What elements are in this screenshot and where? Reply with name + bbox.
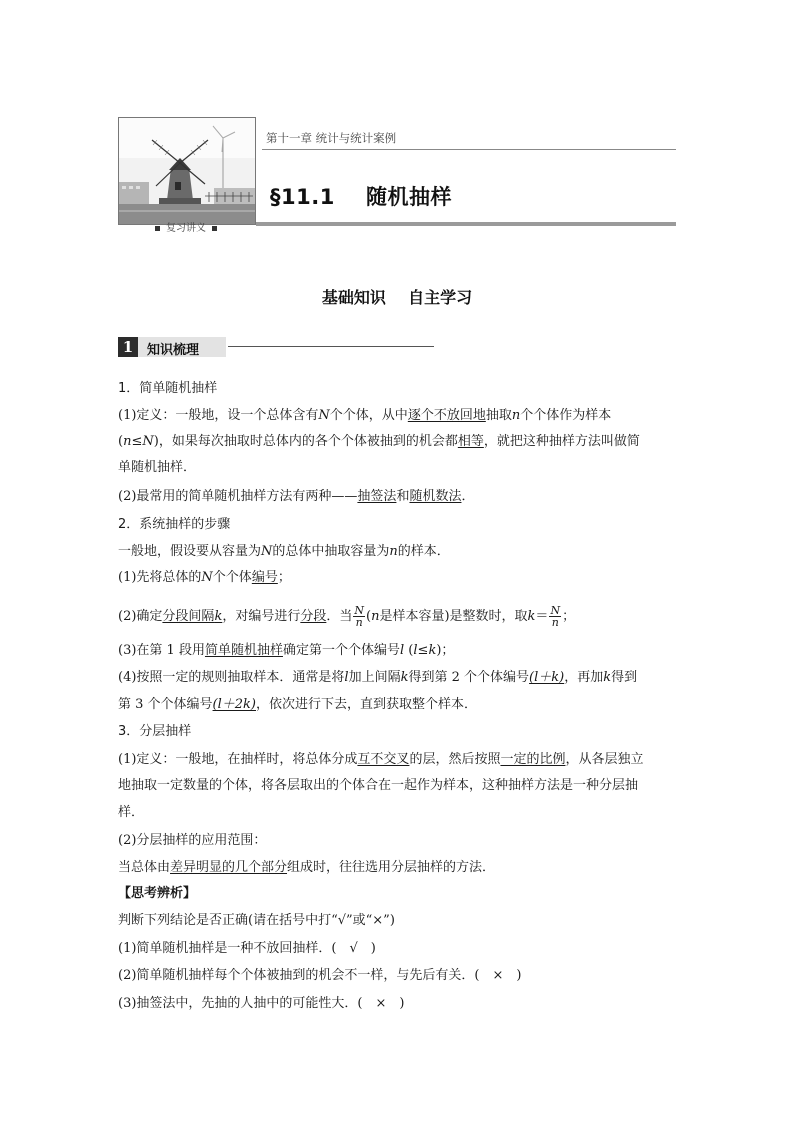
judgment-item: (3)抽签法中，先抽的人抽中的可能性大．( × ) (118, 996, 405, 1011)
paragraph-line: (1)定义：一般地，在抽样时，将总体分成互不交叉的层，然后按照一定的比例，从各层独立 (118, 752, 644, 767)
paragraph-line: (2)分层抽样的应用范围： (118, 833, 267, 848)
answer-blank: 随机数法 (409, 489, 462, 504)
chapter-title: 第十一章 统计与统计案例 (266, 131, 397, 145)
paragraph-line: (n≤N)，如果每次抽取时总体内的各个个体被抽到的机会都相等，就把这种抽样方法叫做简 (118, 434, 640, 449)
review-badge-label: 复习讲义 (166, 223, 206, 234)
paragraph-line: (4)按照一定的规则抽取样本．通常是将l加上间隔k得到第 2 个个体编号(l＋k)，再加k得到 (118, 670, 638, 685)
header-divider (262, 149, 676, 150)
thinking-heading: 【思考辨析】 (118, 886, 197, 901)
answer-blank: 差异明显的几个部分 (170, 860, 288, 875)
paragraph-line: (2)确定分段间隔k，对编号进行分段．当 $\frac{N}{n}$ (n是样本容量)是整数时，取k＝ $\frac{N}{n}$ ； (118, 604, 576, 629)
paragraph-line: 单随机抽样． (118, 460, 197, 475)
paragraph-line: (1)定义：一般地，设一个总体含有N个个体，从中逐个不放回地抽取n个个体作为样本 (118, 408, 612, 423)
judgment-item: (2)简单随机抽样每个个体被抽到的机会不一样，与先后有关．( × ) (118, 968, 522, 983)
paragraph-line: 地抽取一定数量的个体，将各层取出的个体合在一起作为样本，这种抽样方法是一种分层抽 (118, 778, 639, 793)
windmill-illustration (119, 118, 255, 224)
review-badge (118, 219, 254, 233)
paragraph-line: 当总体由差异明显的几个部分组成时，往往选用分层抽样的方法． (118, 860, 496, 875)
answer-blank: 一定的比例 (500, 752, 566, 767)
answer-blank: 逐个不放回地 (407, 408, 486, 423)
section-underline (256, 222, 676, 226)
answer-blank: 分段 (300, 609, 327, 624)
answer-blank: 分段间隔k (162, 609, 223, 624)
paragraph-line: 样． (118, 805, 145, 820)
judgment-item: (1)简单随机抽样是一种不放回抽样．( √ ) (118, 941, 376, 956)
fraction-N-over-n: $\frac{N}{n}$ (550, 604, 561, 629)
answer-blank: 编号 (251, 570, 278, 585)
section-label: 知识梳理 (147, 343, 200, 358)
answer-blank: 简单随机抽样 (204, 643, 283, 658)
main-heading: 基础知识 自主学习 (321, 288, 473, 307)
fraction-N-over-n: $\frac{N}{n}$ (354, 604, 364, 629)
paragraph-line: 判断下列结论是否正确(请在括号中打“√”或“×”) (118, 913, 395, 928)
paragraph-line: 第 3 个个体编号(l＋2k)，依次进行下去，直到获取整个样本． (118, 697, 478, 712)
answer-blank: (l＋2k) (212, 697, 256, 712)
topic-heading: 2．系统抽样的步骤 (118, 517, 231, 532)
answer-blank: (l＋k) (529, 670, 565, 685)
bullet-icon (212, 226, 217, 231)
paragraph-line: (1)先将总体的N个个体编号； (118, 570, 291, 585)
windmill-photo (118, 117, 256, 225)
paragraph-line: (3)在第 1 段用简单随机抽样确定第一个个体编号l (l≤k)； (118, 643, 455, 658)
answer-blank: 互不交叉 (357, 752, 410, 767)
topic-heading: 1．简单随机抽样 (118, 381, 218, 396)
topic-heading: 3．分层抽样 (118, 724, 192, 739)
section-title: §11.1 随机抽样 (270, 185, 453, 209)
answer-blank: 相等 (457, 434, 484, 449)
answer-blank: 抽签法 (357, 489, 397, 504)
section-number-badge: 1 (118, 337, 138, 357)
paragraph-line: 一般地，假设要从容量为N的总体中抽取容量为n的样本． (118, 544, 450, 559)
paragraph-line: (2)最常用的简单随机抽样方法有两种——抽签法和随机数法． (118, 489, 475, 504)
bullet-icon (155, 226, 160, 231)
section-rule (228, 346, 434, 347)
